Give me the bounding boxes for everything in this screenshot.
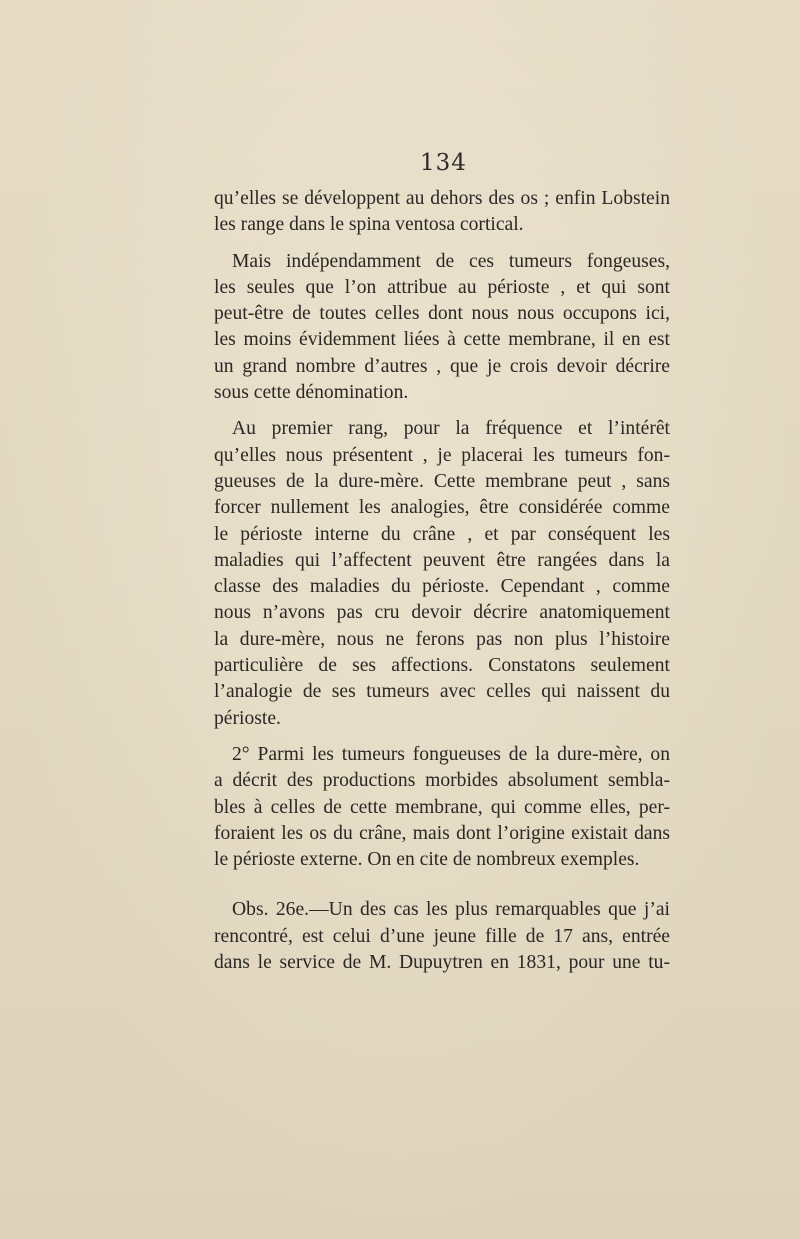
text-line: les seules que l’on attribue au périoste , et qui sont <box>214 276 670 298</box>
paragraph-continuation <box>214 186 670 239</box>
text-line: dans le service de M. Dupuytren en 1831, pour une tu- <box>214 952 670 974</box>
text-line: Mais indépendamment de ces tumeurs fongeuses, <box>232 250 670 272</box>
text-line: particulière de ses affections. Constatons seulement <box>214 655 670 677</box>
text-line: a décrit des productions morbides absolument sembla- <box>214 770 670 792</box>
text-line: nous n’avons pas cru devoir décrire anatomiquement <box>214 602 670 624</box>
text-line: peut-être de toutes celles dont nous nous occupons ici, <box>214 303 670 325</box>
text-line: qu’elles se développent au dehors des os ; enfin Lobstein <box>214 188 670 209</box>
text-line: un grand nombre d’autres , que je crois devoir décrire <box>214 355 670 377</box>
text-line: le périoste interne du crâne , et par conséquent les <box>214 523 670 545</box>
text-line: sous cette dénomination. <box>214 382 409 404</box>
text-line: forcer nullement les analogies, être considérée comme <box>214 497 670 519</box>
text-line: les moins évidemment liées à cette membrane, il en est <box>214 329 670 351</box>
paragraph-observation <box>214 897 670 976</box>
text-line: le périoste externe. On en cite de nombreux exemples. <box>214 849 640 871</box>
text-line: bles à celles de cette membrane, qui comme elles, per- <box>214 796 670 818</box>
text-line: 2° Parmi les tumeurs fongueuses de la dure-mère, on <box>232 743 670 765</box>
paragraph-productions-morbides <box>214 742 670 873</box>
text-line: classe des maladies du périoste. Cependant , comme <box>214 576 670 598</box>
text-line: gueuses de la dure-mère. Cette membrane peut , sans <box>214 470 670 492</box>
text-line: qu’elles nous présentent , je placerai les tumeurs fon- <box>214 444 670 466</box>
text-line: l’analogie de ses tumeurs avec celles qui naissent du <box>214 681 670 703</box>
text-line: les range dans le spina ventosa cortical. <box>214 214 524 236</box>
paragraph-tumeurs-fongeuses <box>214 249 670 407</box>
text-line: Au premier rang, pour la fréquence et l’intérêt <box>232 418 670 440</box>
text-line: la dure-mère, nous ne ferons pas non plus l’histoire <box>214 628 670 650</box>
page-number: 134 <box>420 150 467 176</box>
text-line: maladies qui l’affectent peuvent être rangées dans la <box>214 549 670 571</box>
text-line: foraient les os du crâne, mais dont l’origine existait dans <box>214 822 670 844</box>
text-line: périoste. <box>214 707 281 729</box>
text-line: Obs. 26e.—Un des cas les plus remarquables que j’ai <box>232 899 670 921</box>
body-text <box>214 186 670 976</box>
paragraph-dure-mere <box>214 416 670 732</box>
text-line: rencontré, est celui d’une jeune fille de 17 ans, entrée <box>214 925 670 947</box>
